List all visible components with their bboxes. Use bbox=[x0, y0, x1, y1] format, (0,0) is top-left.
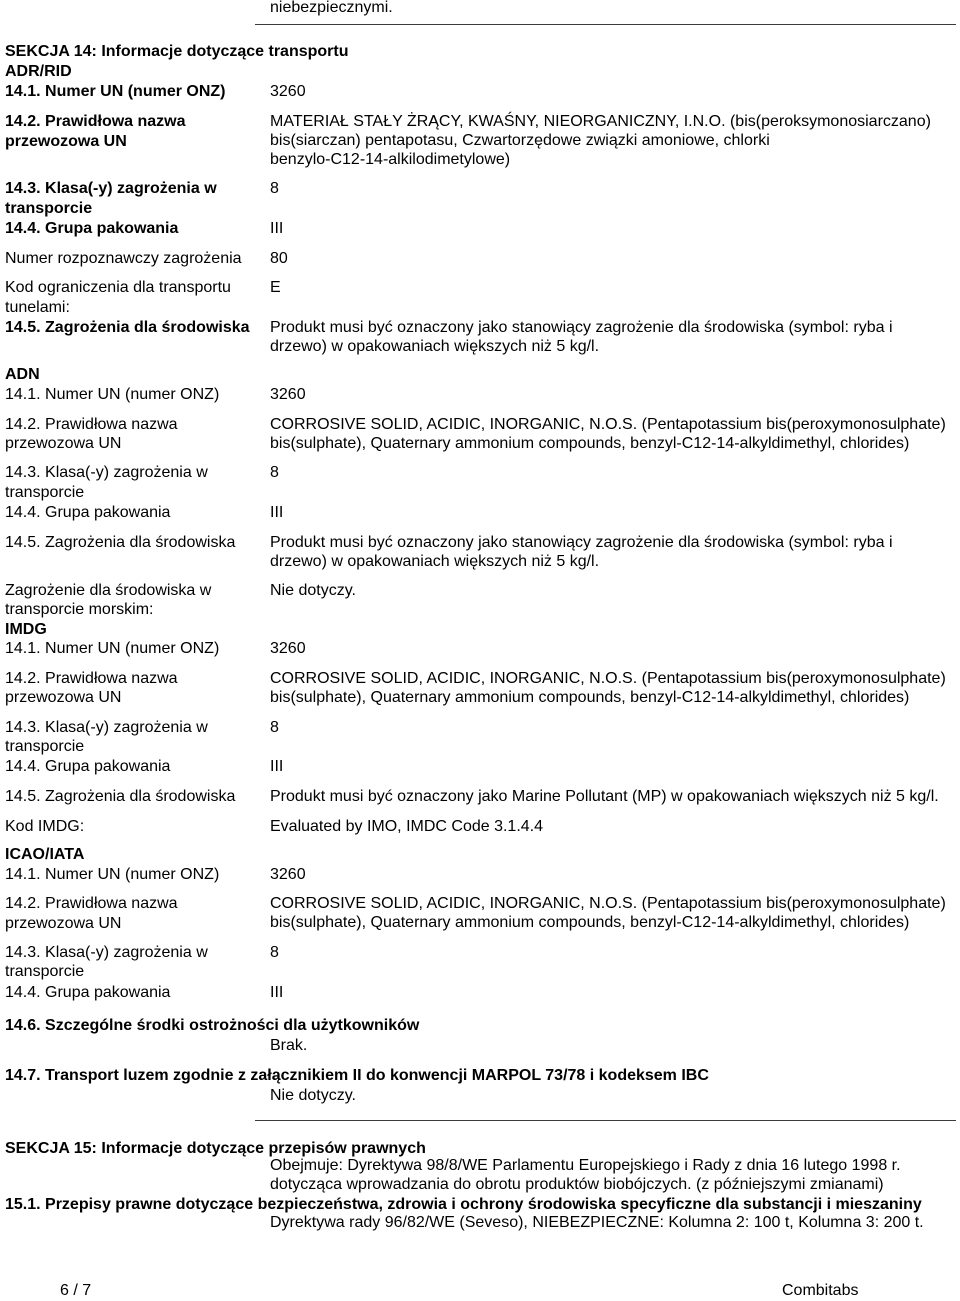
adn-shipping-name-label: 14.2. Prawidłowa nazwa bbox=[5, 416, 178, 433]
imdg-hazard-class-label: transporcie bbox=[5, 738, 85, 755]
icao-packing-group-label: 14.4. Grupa pakowania bbox=[5, 984, 171, 1001]
section-15-intro: dotycząca wprowadzania do obrotu produktów biobójczych. (z późniejszymi zmianami) bbox=[270, 1176, 884, 1193]
bulk-transport-value: Nie dotyczy. bbox=[270, 1087, 356, 1104]
imdg-code-label: Kod IMDG: bbox=[5, 818, 85, 835]
imdg-un-number-label: 14.1. Numer UN (numer ONZ) bbox=[5, 640, 220, 657]
adr-hazard-id-value: 80 bbox=[270, 250, 288, 267]
section-15-intro: Obejmuje: Dyrektywa 98/8/WE Parlamentu Europejskiego i Rady z dnia 16 lutego 1998 r. bbox=[270, 1157, 901, 1174]
adn-packing-group-label: 14.4. Grupa pakowania bbox=[5, 504, 171, 521]
adr-packing-group-value: III bbox=[270, 220, 284, 237]
imdg-code-value: Evaluated by IMO, IMDC Code 3.1.4.4 bbox=[270, 818, 544, 835]
adr-shipping-name-value: benzylo-C12-14-alkilodimetylowe) bbox=[270, 151, 511, 168]
imdg-env-hazards-value: Produkt musi być oznaczony jako Marine Pollutant (MP) w opakowaniach większych niż 5 kg/l. bbox=[270, 788, 939, 805]
imdg-heading: IMDG bbox=[5, 621, 47, 638]
page-number: 6 / 7 bbox=[60, 1282, 92, 1299]
icao-hazard-class-value: 8 bbox=[270, 944, 279, 961]
adr-shipping-name-value: bis(siarczan) pentapotasu, Czwartorzędowe związki amoniowe, chlorki bbox=[270, 132, 770, 149]
continuation-text: niebezpiecznymi. bbox=[270, 0, 393, 16]
adn-env-hazards-value: drzewo) w opakowaniach większych niż 5 kg/l. bbox=[270, 553, 600, 570]
adr-un-number-value: 3260 bbox=[270, 83, 306, 100]
adr-hazard-class-label: 14.3. Klasa(-y) zagrożenia w bbox=[5, 180, 217, 197]
adr-shipping-name-label: 14.2. Prawidłowa nazwa bbox=[5, 113, 186, 130]
adn-heading: ADN bbox=[5, 366, 40, 383]
imdg-shipping-name-value: CORROSIVE SOLID, ACIDIC, INORGANIC, N.O.S. (Pentapotassium bis(peroxymonosulphate) bbox=[270, 670, 946, 687]
regulations-label: 15.1. Przepisy prawne dotyczące bezpieczeństwa, zdrowia i ochrony środowiska specyficzne dla substancji i mieszaniny bbox=[5, 1196, 922, 1213]
special-precautions-label: 14.6. Szczególne środki ostrożności dla użytkowników bbox=[5, 1017, 420, 1034]
imdg-shipping-name-label: 14.2. Prawidłowa nazwa bbox=[5, 670, 178, 687]
icao-iata-heading: ICAO/IATA bbox=[5, 846, 85, 863]
icao-un-number-value: 3260 bbox=[270, 866, 306, 883]
imdg-hazard-class-label: 14.3. Klasa(-y) zagrożenia w bbox=[5, 719, 208, 736]
section-divider bbox=[255, 1120, 956, 1121]
adr-shipping-name-value: MATERIAŁ STAŁY ŻRĄCY, KWAŚNY, NIEORGANICZNY, I.N.O. (bis(peroksymonosiarczano) bbox=[270, 113, 931, 130]
adr-hazard-id-label: Numer rozpoznawczy zagrożenia bbox=[5, 250, 242, 267]
adn-marine-hazard-value: Nie dotyczy. bbox=[270, 582, 356, 599]
adn-env-hazards-value: Produkt musi być oznaczony jako stanowiący zagrożenie dla środowiska (symbol: ryba i bbox=[270, 534, 893, 551]
adr-env-hazards-value: Produkt musi być oznaczony jako stanowiący zagrożenie dla środowiska (symbol: ryba i bbox=[270, 319, 893, 336]
adn-packing-group-value: III bbox=[270, 504, 284, 521]
adn-un-number-value: 3260 bbox=[270, 386, 306, 403]
adr-env-hazards-value: drzewo) w opakowaniach większych niż 5 kg/l. bbox=[270, 338, 600, 355]
adn-un-number-label: 14.1. Numer UN (numer ONZ) bbox=[5, 386, 220, 403]
imdg-packing-group-label: 14.4. Grupa pakowania bbox=[5, 758, 171, 775]
icao-hazard-class-label: transporcie bbox=[5, 963, 85, 980]
adn-shipping-name-value: CORROSIVE SOLID, ACIDIC, INORGANIC, N.O.S. (Pentapotassium bis(peroxymonosulphate) bbox=[270, 416, 946, 433]
icao-shipping-name-value: CORROSIVE SOLID, ACIDIC, INORGANIC, N.O.S. (Pentapotassium bis(peroxymonosulphate) bbox=[270, 895, 946, 912]
adr-env-hazards-label: 14.5. Zagrożenia dla środowiska bbox=[5, 319, 250, 336]
section-15-title: SEKCJA 15: Informacje dotyczące przepisów prawnych bbox=[5, 1140, 426, 1157]
adn-hazard-class-label: transporcie bbox=[5, 484, 85, 501]
icao-un-number-label: 14.1. Numer UN (numer ONZ) bbox=[5, 866, 220, 883]
adn-hazard-class-label: 14.3. Klasa(-y) zagrożenia w bbox=[5, 464, 208, 481]
adr-tunnel-code-label: tunelami: bbox=[5, 299, 70, 316]
icao-hazard-class-label: 14.3. Klasa(-y) zagrożenia w bbox=[5, 944, 208, 961]
adr-hazard-class-label: transporcie bbox=[5, 200, 93, 217]
imdg-env-hazards-label: 14.5. Zagrożenia dla środowiska bbox=[5, 788, 236, 805]
icao-shipping-name-label: przewozowa UN bbox=[5, 915, 122, 932]
imdg-packing-group-value: III bbox=[270, 758, 284, 775]
regulations-value: Dyrektywa rady 96/82/WE (Seveso), NIEBEZPIECZNE: Kolumna 2: 100 t, Kolumna 3: 200 t. bbox=[270, 1214, 924, 1231]
adn-shipping-name-value: bis(sulphate), Quaternary ammonium compounds, benzyl-C12-14-alkyldimethyl, chlorides) bbox=[270, 435, 910, 452]
section-14-title: SEKCJA 14: Informacje dotyczące transportu bbox=[5, 43, 349, 60]
adr-tunnel-code-label: Kod ograniczenia dla transportu bbox=[5, 279, 231, 296]
adr-shipping-name-label: przewozowa UN bbox=[5, 133, 127, 150]
imdg-shipping-name-value: bis(sulphate), Quaternary ammonium compounds, benzyl-C12-14-alkyldimethyl, chlorides) bbox=[270, 689, 910, 706]
adn-env-hazards-label: 14.5. Zagrożenia dla środowiska bbox=[5, 534, 236, 551]
adr-packing-group-label: 14.4. Grupa pakowania bbox=[5, 220, 179, 237]
imdg-hazard-class-value: 8 bbox=[270, 719, 279, 736]
adr-tunnel-code-value: E bbox=[270, 279, 281, 296]
bulk-transport-label: 14.7. Transport luzem zgodnie z załącznikiem II do konwencji MARPOL 73/78 i kodeksem IBC bbox=[5, 1067, 709, 1084]
icao-shipping-name-label: 14.2. Prawidłowa nazwa bbox=[5, 895, 178, 912]
adr-un-number-label: 14.1. Numer UN (numer ONZ) bbox=[5, 83, 226, 100]
adn-shipping-name-label: przewozowa UN bbox=[5, 435, 122, 452]
icao-shipping-name-value: bis(sulphate), Quaternary ammonium compounds, benzyl-C12-14-alkyldimethyl, chlorides) bbox=[270, 914, 910, 931]
adn-marine-hazard-label: Zagrożenie dla środowiska w bbox=[5, 582, 212, 599]
adr-rid-heading: ADR/RID bbox=[5, 63, 72, 80]
adr-hazard-class-value: 8 bbox=[270, 180, 279, 197]
imdg-un-number-value: 3260 bbox=[270, 640, 306, 657]
icao-packing-group-value: III bbox=[270, 984, 284, 1001]
adn-marine-hazard-label: transporcie morskim: bbox=[5, 601, 154, 618]
special-precautions-value: Brak. bbox=[270, 1037, 308, 1054]
imdg-shipping-name-label: przewozowa UN bbox=[5, 689, 122, 706]
adn-hazard-class-value: 8 bbox=[270, 464, 279, 481]
section-divider bbox=[255, 24, 956, 25]
footer-product-name: Combitabs bbox=[782, 1282, 859, 1299]
